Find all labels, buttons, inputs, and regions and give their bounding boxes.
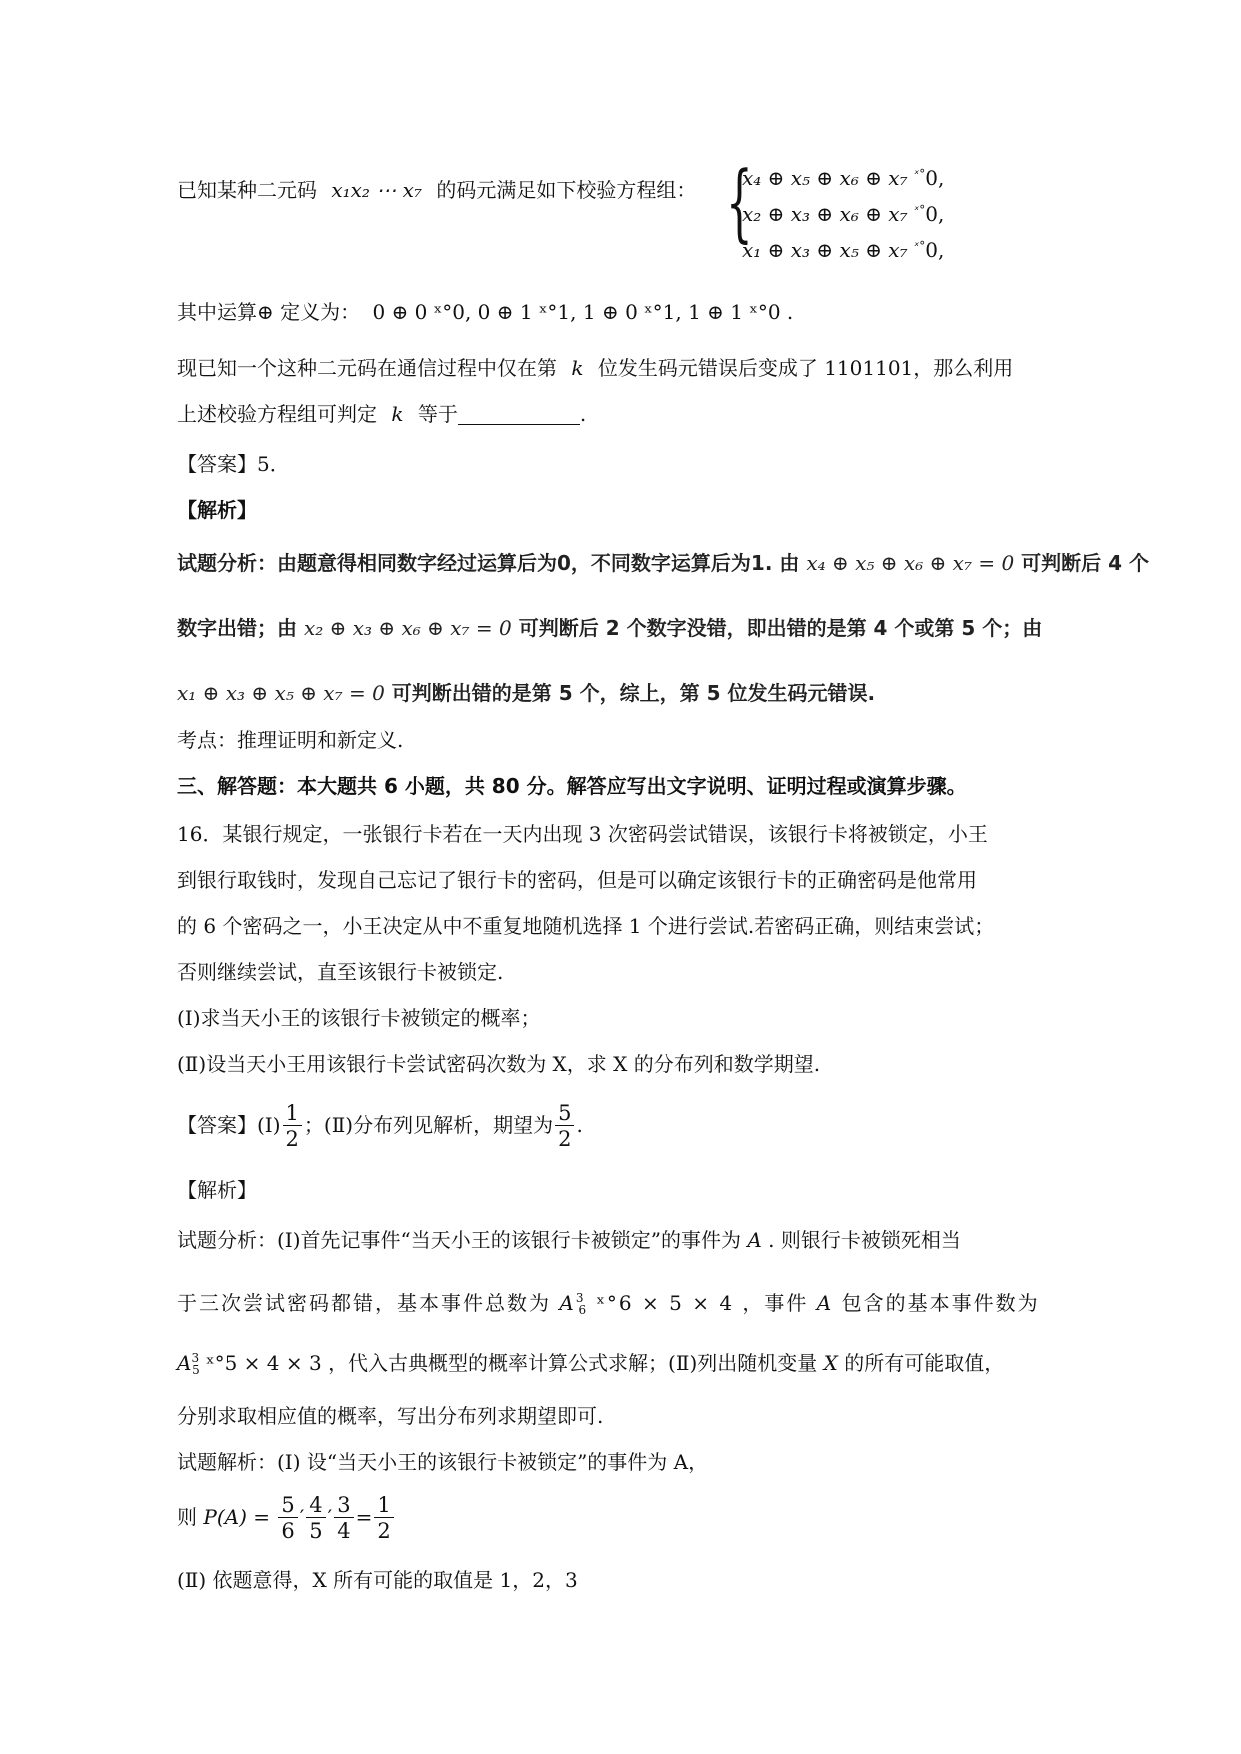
- analysis-line-3: [177, 679, 875, 707]
- intro-line: [177, 176, 696, 204]
- q16-analysis-text-2: 于三次尝试密码都错，基本事件总数为: [177, 1291, 551, 1315]
- fraction-numerator: 1: [377, 1493, 391, 1517]
- q16-solution-text: 则: [177, 1505, 197, 1529]
- equation-3: [742, 232, 944, 264]
- q16-analysis-text-1b: . 则银行卡被锁死相当: [768, 1228, 961, 1252]
- q16-solution-line-1: 试题解析：(Ⅰ) 设“当天小王的该银行卡被锁定”的事件为 A，: [177, 1450, 709, 1474]
- equation-2-lhs: x₂ ⊕ x₃ ⊕ x₆ ⊕ x₇: [742, 202, 908, 226]
- fraction-5-6: [278, 1493, 297, 1544]
- analysis-equation-3: x₁ ⊕ x₃ ⊕ x₅ ⊕ x₇ = 0: [177, 681, 385, 705]
- operation-definition: [177, 298, 793, 326]
- operation-label: 其中运算⊕ 定义为：: [177, 300, 361, 324]
- question-16-line-4: 否则继续尝试，直至该银行卡被锁定.: [177, 960, 504, 984]
- fraction-denominator: 6: [278, 1517, 297, 1544]
- question-16-part-1: (Ⅰ)求当天小王的该银行卡被锁定的概率；: [177, 1006, 541, 1030]
- fraction-3-4: [334, 1493, 353, 1544]
- event-a-2: A: [816, 1291, 834, 1315]
- q16-analysis-line-1: [177, 1226, 961, 1254]
- problem-line-3: [177, 354, 1013, 382]
- q16-analysis-text-2c: 包含的基本事件数为: [841, 1291, 1040, 1315]
- equation-1-mark: ˣ°: [913, 167, 926, 181]
- equation-1: [742, 160, 944, 192]
- variable-k: k: [571, 356, 584, 380]
- probability-expression: P(A) =: [203, 1505, 270, 1529]
- q16-analysis-line-3: [177, 1344, 1004, 1384]
- code-variable: x₁x₂ ⋯ x₇: [331, 178, 422, 202]
- equation-2-mark: ˣ°: [913, 203, 926, 217]
- section-heading: 三、解答题：本大题共 6 小题，共 80 分。解答应写出文字说明、证明过程或演算步骤。: [177, 774, 967, 798]
- fraction-numerator: 5: [558, 1101, 572, 1125]
- analysis-text-2a: 数字出错；由: [177, 616, 297, 640]
- problem-text: 现已知一个这种二元码在通信过程中仅在第: [177, 356, 557, 380]
- analysis-text-3: 可判断出错的是第 5 个，综上，第 5 位发生码元错误.: [391, 681, 876, 705]
- analysis-text-1b: 可判断后 4 个: [1021, 551, 1149, 575]
- q16-solution-line-2: [177, 1490, 396, 1544]
- separator: ′: [327, 1505, 333, 1529]
- equation-3-lhs: x₁ ⊕ x₃ ⊕ x₅ ⊕ x₇: [742, 238, 908, 262]
- problem-text-3: 上述校验方程组可判定: [177, 402, 377, 426]
- question-16-line-1: 16．某银行规定，一张银行卡若在一天内出现 3 次密码尝试错误，该银行卡将被锁定，小王: [177, 822, 988, 846]
- operation-formula: 0 ⊕ 0 ˣ°0, 0 ⊕ 1 ˣ°1, 1 ⊕ 0 ˣ°1, 1 ⊕ 1 ˣ°0 .: [372, 300, 794, 324]
- equals-sign: =: [355, 1505, 373, 1529]
- fraction-denominator: 2: [555, 1125, 574, 1152]
- q16-analysis-text-3: ，代入古典概型的概率计算公式求解；(Ⅱ)列出随机变量: [328, 1351, 818, 1375]
- question-16-line-2: 到银行取钱时，发现自己忘记了银行卡的密码，但是可以确定该银行卡的正确密码是他常用: [177, 868, 977, 892]
- fraction-1-2: [374, 1493, 393, 1544]
- permutation-sup-2: 3: [191, 1351, 200, 1365]
- fraction-denominator: 2: [374, 1517, 393, 1544]
- system-brace: {: [726, 153, 753, 251]
- event-a: A: [747, 1228, 762, 1252]
- equation-3-mark: ˣ°: [913, 239, 926, 253]
- fraction-numerator: 3: [337, 1493, 351, 1517]
- analysis-equation-1: x₄ ⊕ x₅ ⊕ x₆ ⊕ x₇ = 0: [806, 551, 1015, 575]
- intro-text: 已知某种二元码: [177, 178, 317, 202]
- problem-text-4: 等于: [417, 402, 458, 426]
- permutation-value: ˣ°6 × 5 × 4: [596, 1291, 735, 1315]
- equation-2: [742, 196, 944, 228]
- analysis-equation-2: x₂ ⊕ x₃ ⊕ x₆ ⊕ x₇ = 0: [303, 616, 512, 640]
- problem-line-4: [177, 400, 586, 428]
- answer-blank: [458, 404, 580, 425]
- permutation-sub: 6: [578, 1303, 589, 1317]
- fraction-numerator: 4: [309, 1493, 323, 1517]
- q16-analysis-text-3c: 的所有可能取值，: [844, 1351, 1005, 1375]
- q16-analysis-line-2: [177, 1284, 1040, 1324]
- fraction-denominator: 2: [283, 1125, 302, 1152]
- equation-1-lhs: x₄ ⊕ x₅ ⊕ x₆ ⊕ x₇: [742, 166, 908, 190]
- random-variable-x: X: [823, 1351, 838, 1375]
- permutation-a: A: [559, 1291, 576, 1315]
- fraction-4-5: [306, 1493, 325, 1544]
- fraction-denominator: 5: [306, 1517, 325, 1544]
- q16-analysis-title: 【解析】: [177, 1178, 257, 1202]
- q16-answer-label: 【答案】(Ⅰ): [177, 1113, 281, 1137]
- problem-text-2: 位发生码元错误后变成了 1101101，那么利用: [597, 356, 1014, 380]
- separator: ′: [299, 1505, 305, 1529]
- question-16-part-2: (Ⅱ)设当天小王用该银行卡尝试密码次数为 X，求 X 的分布列和数学期望.: [177, 1052, 821, 1076]
- question-16-line-3: 的 6 个密码之一，小王决定从中不重复地随机选择 1 个进行尝试.若密码正确，则结束尝试；: [177, 914, 995, 938]
- answer-line: 【答案】5．: [177, 452, 290, 476]
- analysis-line-1: [177, 549, 1149, 577]
- permutation-sup: 3: [575, 1291, 586, 1305]
- variable-k-2: k: [391, 402, 404, 426]
- q16-answer-text: ；(Ⅱ)分布列见解析，期望为: [303, 1113, 554, 1137]
- permutation-a-2: A: [177, 1351, 192, 1375]
- period: .: [579, 402, 587, 426]
- analysis-text-2b: 可判断后 2 个数字没错，即出错的是第 4 个或第 5 个；由: [518, 616, 1043, 640]
- q16-analysis-text-1: 试题分析：(Ⅰ)首先记事件“当天小王的该银行卡被锁定”的事件为: [177, 1228, 741, 1252]
- q16-answer-line: [177, 1098, 583, 1152]
- analysis-line-2: [177, 614, 1042, 642]
- key-point: 考点：推理证明和新定义.: [177, 728, 404, 752]
- equation-2-rhs: 0,: [925, 202, 945, 226]
- analysis-text-1: 试题分析：由题意得相同数字经过运算后为0，不同数字运算后为1. 由: [177, 551, 800, 575]
- q16-analysis-line-4: 分别求取相应值的概率，写出分布列求期望即可.: [177, 1404, 604, 1428]
- permutation-value-2: ˣ°5 × 4 × 3: [206, 1351, 322, 1375]
- fraction-numerator: 1: [285, 1101, 299, 1125]
- fraction-five-halves: [555, 1101, 574, 1152]
- q16-analysis-text-2b: ，事件: [742, 1291, 809, 1315]
- fraction-numerator: 5: [281, 1493, 295, 1517]
- q16-solution-line-3: (Ⅱ) 依题意得，X 所有可能的取值是 1，2，3: [177, 1568, 578, 1592]
- fraction-denominator: 4: [334, 1517, 353, 1544]
- equation-3-rhs: 0,: [925, 238, 945, 262]
- period: .: [576, 1113, 583, 1137]
- equation-1-rhs: 0,: [925, 166, 945, 190]
- intro-text-2: 的码元满足如下校验方程组：: [436, 178, 697, 202]
- fraction-one-half: [283, 1101, 302, 1152]
- analysis-title: 【解析】: [177, 498, 257, 522]
- permutation-sub-2: 5: [192, 1363, 200, 1377]
